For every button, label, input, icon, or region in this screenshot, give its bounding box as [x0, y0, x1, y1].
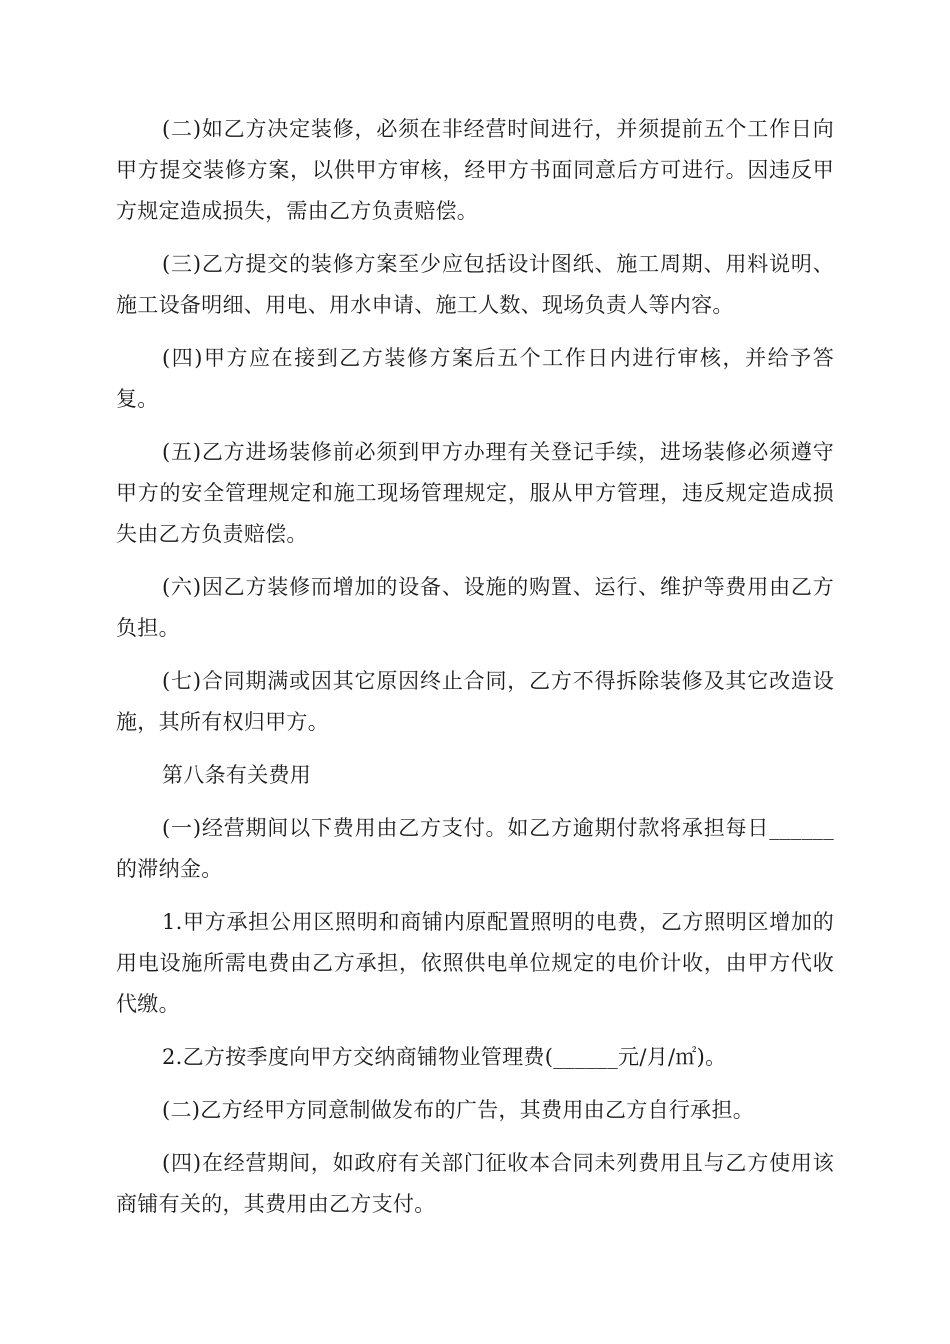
paragraph-electricity: 1.甲方承担公用区照明和商铺内原配置照明的电费，乙方照明区增加的用电设施所需电费由乙方承担，依照供电单位规定的电价计收，由甲方代收代缴。 — [116, 910, 834, 1016]
paragraph-late-fee: (一)经营期间以下费用由乙方支付。如乙方逾期付款将承担每日______的滞纳金。 — [116, 816, 834, 881]
paragraph-decoration-timing: (二)如乙方决定装修，必须在非经营时间进行，并须提前五个工作日向甲方提交装修方案，以供甲方审核，经甲方书面同意后方可进行。因违反甲方规定造成损失，需由乙方负责赔偿。 — [116, 117, 834, 223]
paragraph-registration: (五)乙方进场装修前必须到甲方办理有关登记手续，进场装修必须遵守甲方的安全管理规定和施工现场管理规定，服从甲方管理，违反规定造成损失由乙方负责赔偿。 — [116, 440, 834, 546]
section-heading-fees: 第八条有关费用 — [162, 763, 312, 787]
paragraph-management-fee: 2.乙方按季度向甲方交纳商铺物业管理费(______元/月/㎡)。 — [162, 1045, 727, 1069]
paragraph-government-fees: (四)在经营期间，如政府有关部门征收本合同未列费用且与乙方使用该商铺有关的，其费用由乙方支付。 — [116, 1151, 834, 1216]
paragraph-plan-review: (四)甲方应在接到乙方装修方案后五个工作日内进行审核，并给予答复。 — [116, 346, 834, 411]
paragraph-contract-termination: (七)合同期满或因其它原因终止合同，乙方不得拆除装修及其它改造设施，其所有权归甲方。 — [116, 669, 834, 734]
paragraph-advertising: (二)乙方经甲方同意制做发布的广告，其费用由乙方自行承担。 — [162, 1098, 755, 1122]
paragraph-decoration-plan-contents: (三)乙方提交的装修方案至少应包括设计图纸、施工周期、用料说明、施工设备明细、用电、用水申请、施工人数、现场负责人等内容。 — [116, 252, 834, 317]
paragraph-added-equipment-cost: (六)因乙方装修而增加的设备、设施的购置、运行、维护等费用由乙方负担。 — [116, 575, 834, 640]
document-body — [116, 109, 834, 1237]
